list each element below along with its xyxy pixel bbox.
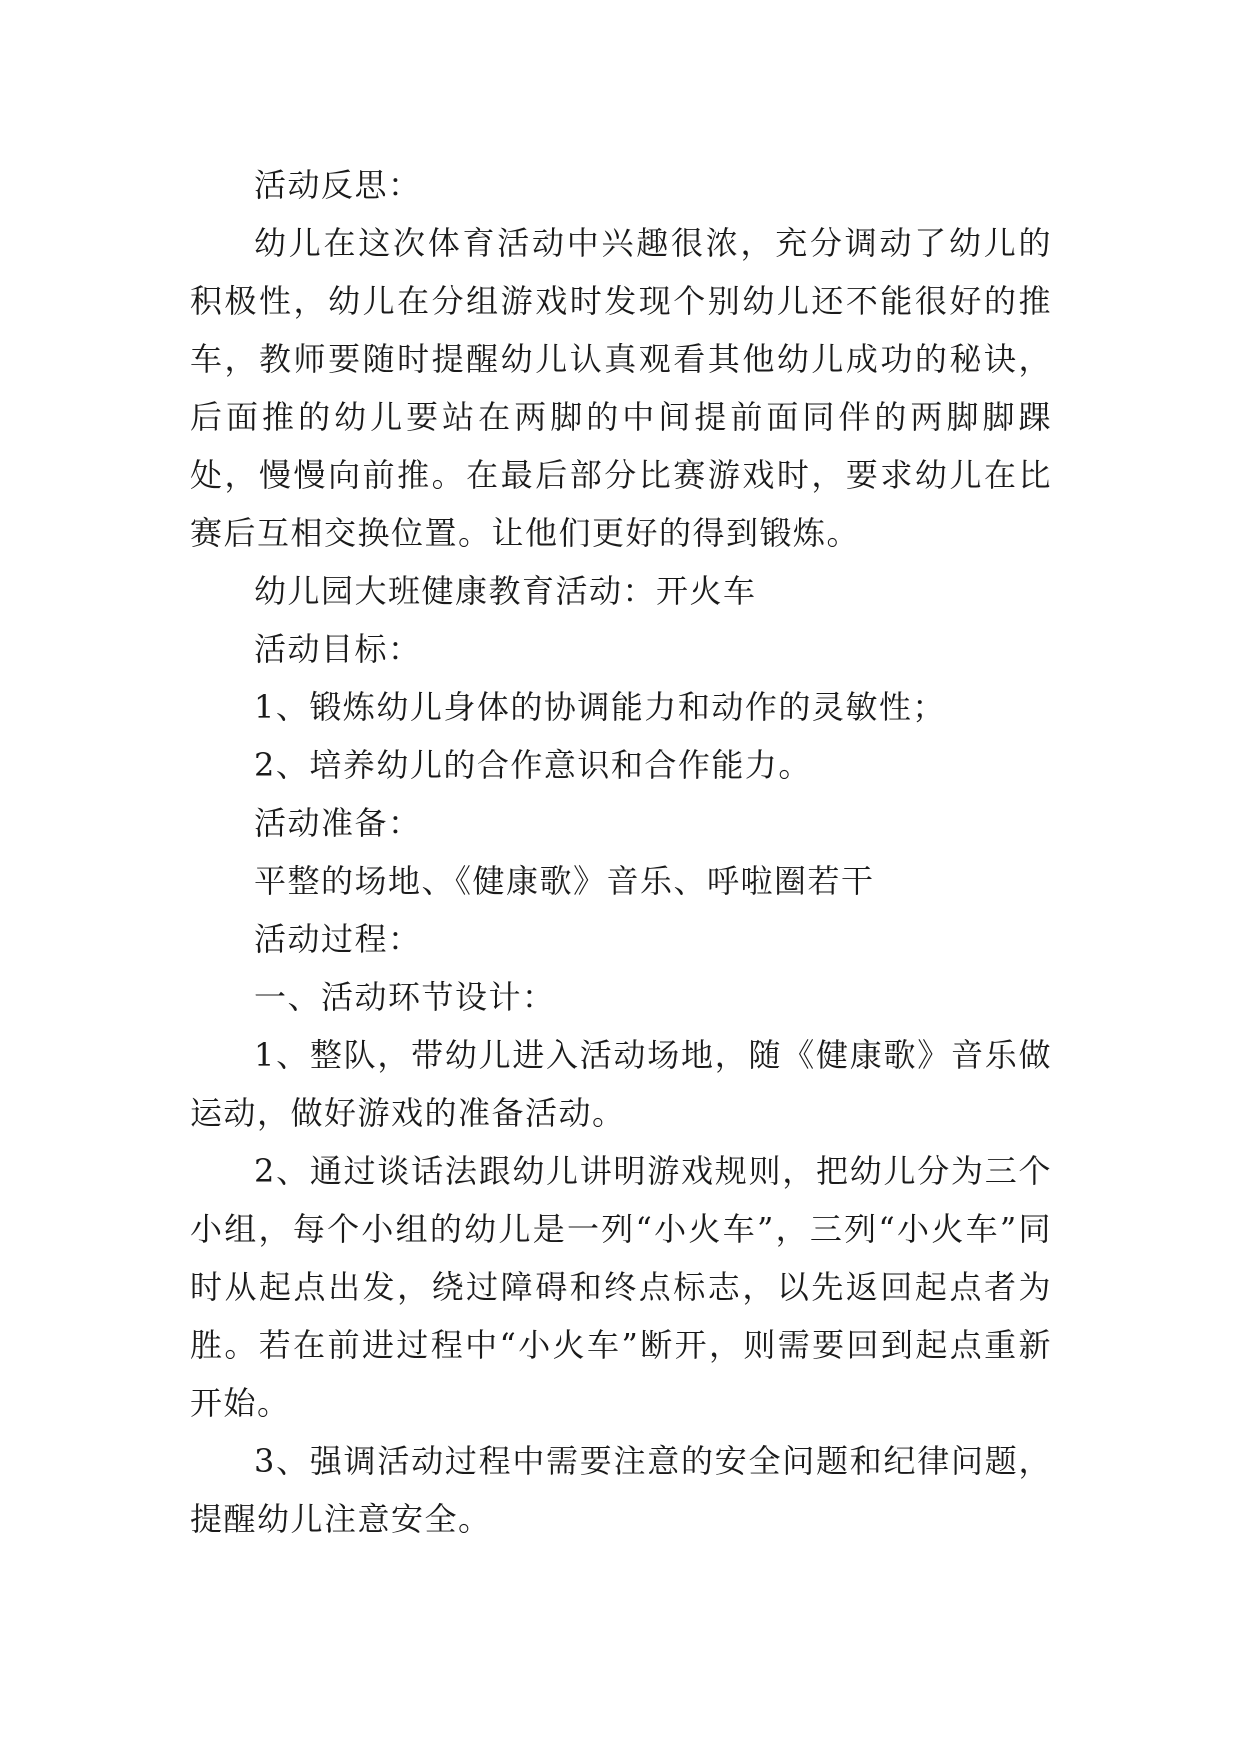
- heading-activity-reflection: 活动反思：: [254, 166, 422, 204]
- heading-activity-preparation: 活动准备：: [254, 804, 422, 842]
- process-step-1: 1、整队，带幼儿进入活动场地，随《健康歌》音乐做运动，做好游戏的准备活动。: [190, 1036, 1052, 1132]
- lesson-title: 幼儿园大班健康教育活动：开火车: [254, 572, 757, 610]
- paragraph-reflection: 幼儿在这次体育活动中兴趣很浓，充分调动了幼儿的积极性，幼儿在分组游戏时发现个别幼儿还不能很好的推车，教师要随时提醒幼儿认真观看其他幼儿成功的秘诀，后面推的幼儿要站在两脚的中间提前面同伴的两脚脚踝处，慢慢向前推。在最后部分比赛游戏时，要求幼儿在比赛后互相交换位置。让他们更好的得到锻炼。: [190, 224, 1052, 552]
- heading-activity-goals: 活动目标：: [254, 630, 422, 668]
- goal-item-2: 2、培养幼儿的合作意识和合作能力。: [254, 746, 812, 784]
- preparation-materials: 平整的场地、《健康歌》音乐、呼啦圈若干: [254, 862, 875, 900]
- process-step-3: 3、强调活动过程中需要注意的安全问题和纪律问题，提醒幼儿注意安全。: [190, 1442, 1052, 1538]
- heading-activity-process: 活动过程：: [254, 920, 422, 958]
- subheading-activity-design: 一、活动环节设计：: [254, 978, 556, 1016]
- process-step-2: 2、通过谈话法跟幼儿讲明游戏规则，把幼儿分为三个小组，每个小组的幼儿是一列“小火车”，三列“小火车”同时从起点出发，绕过障碍和终点标志，以先返回起点者为胜。若在前进过程中“小火车”断开，则需要回到起点重新开始。: [190, 1152, 1052, 1422]
- goal-item-1: 1、锻炼幼儿身体的协调能力和动作的灵敏性；: [254, 688, 946, 726]
- document-body: [190, 156, 1052, 1548]
